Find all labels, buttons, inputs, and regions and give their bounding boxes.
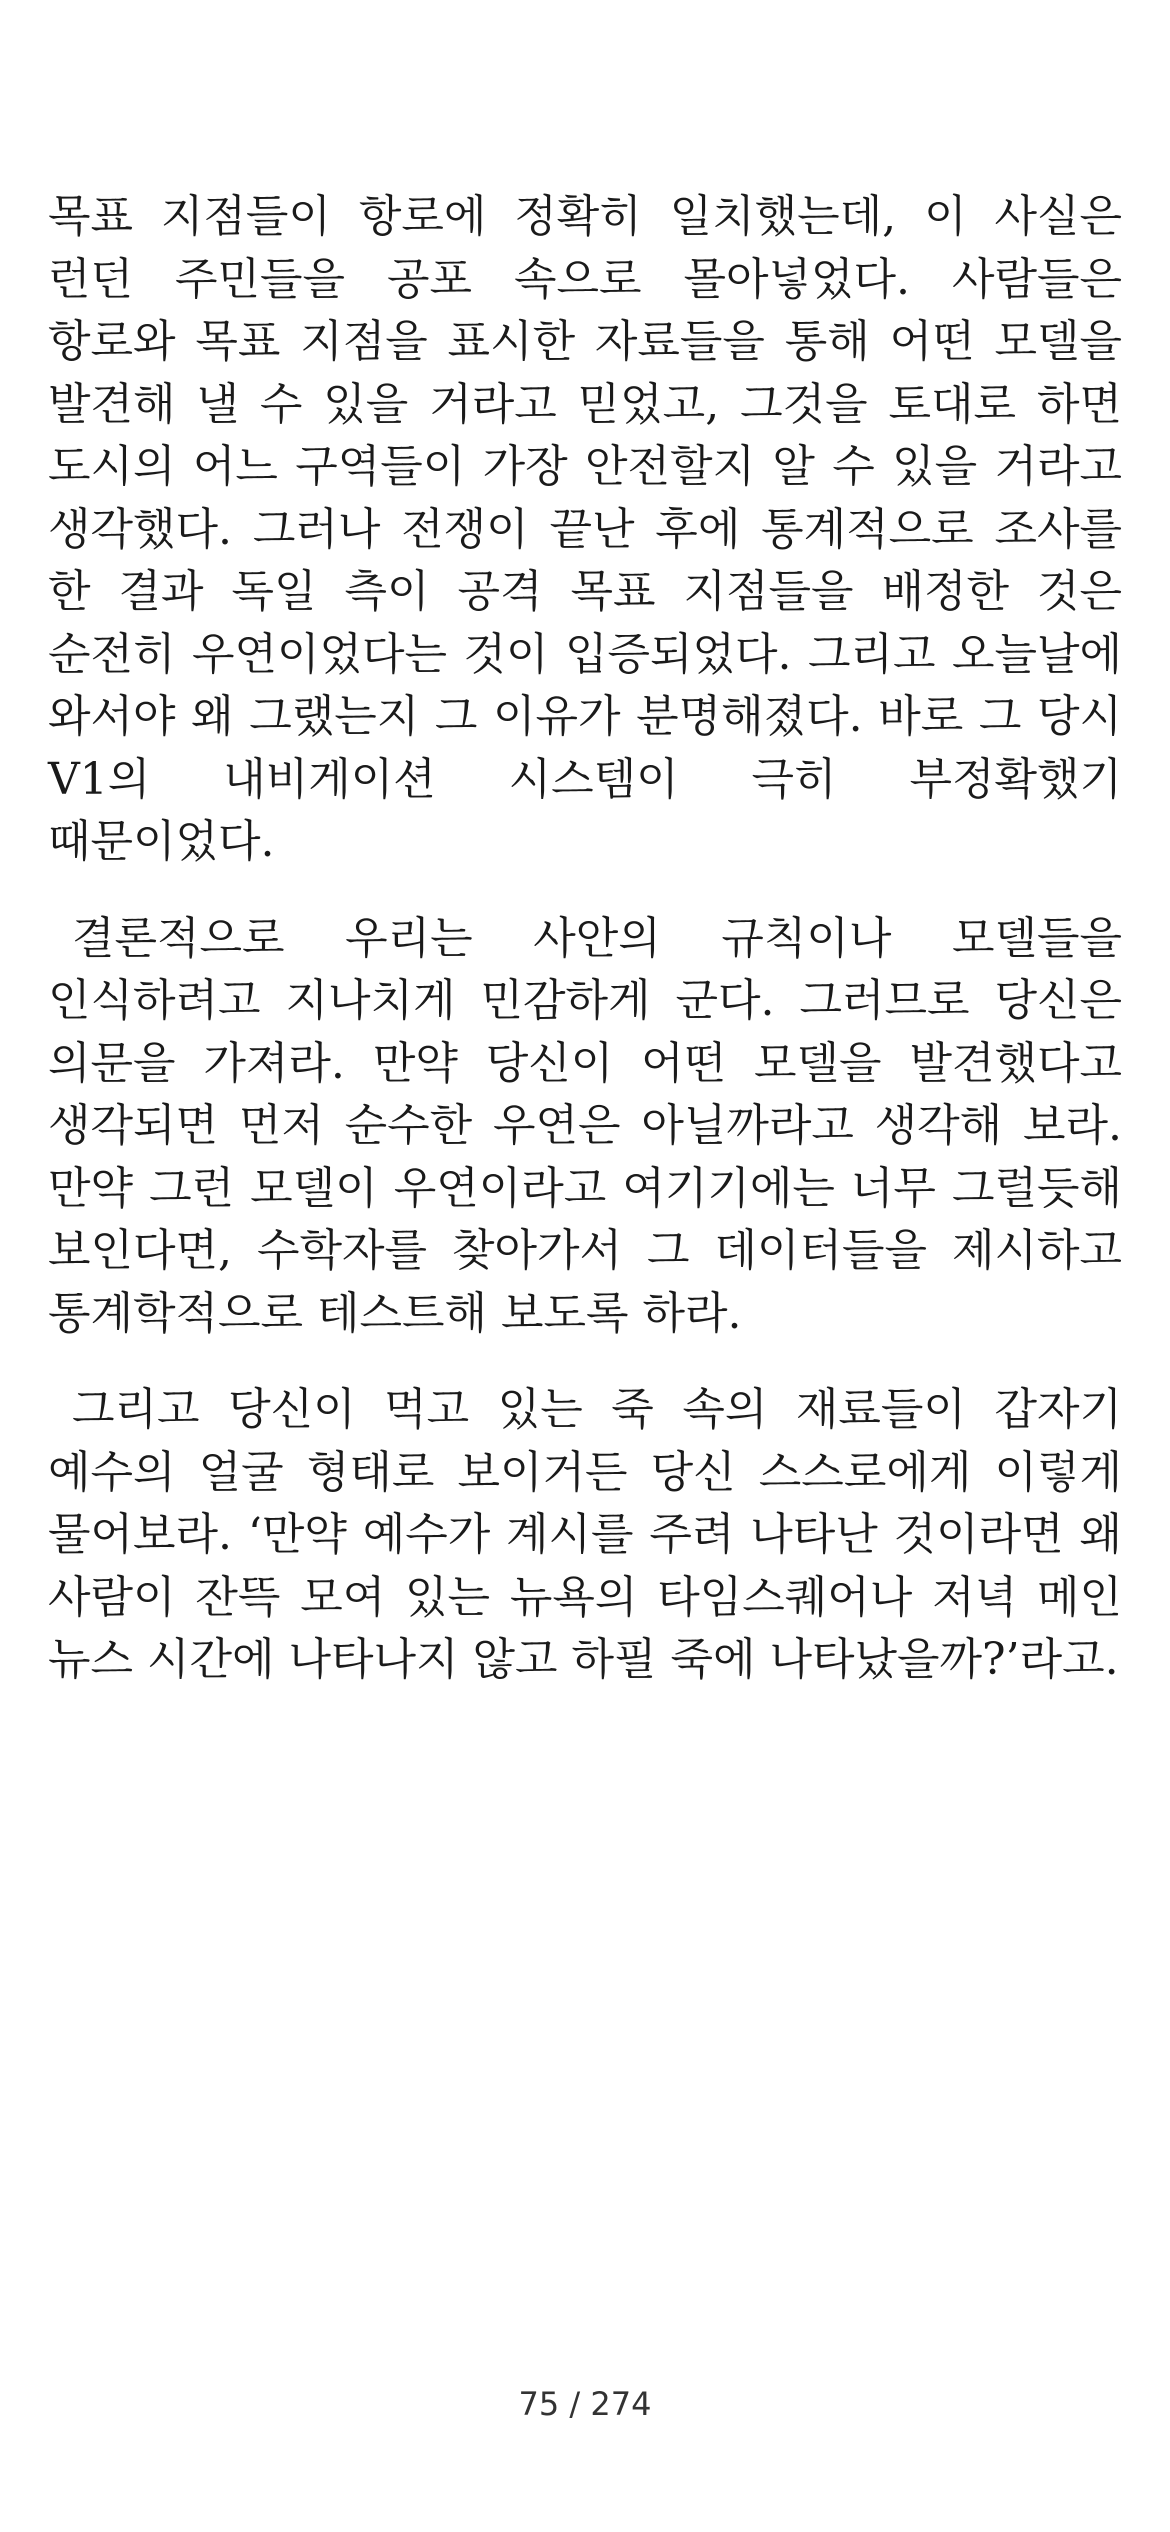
reader-page[interactable] [48, 186, 1122, 1726]
page-number-indicator: 75 / 274 [518, 2385, 652, 2423]
body-paragraph-3: 그리고 당신이 먹고 있는 죽 속의 재료들이 갑자기 예수의 얼굴 형태로 보이거든 당신 스스로에게 이렇게 물어보라. ‘만약 예수가 계시를 주려 나타난 것이라면 왜 사람이 잔뜩 모여 있는 뉴욕의 타임스퀘어나 저녁 메인 뉴스 시간에 나타나지 않고 하필 죽에 나타났을까?’라고. [48, 1384, 1122, 1685]
body-paragraph-1: 목표 지점들이 항로에 정확히 일치했는데, 이 사실은 런던 주민들을 공포 속으로 몰아넣었다. 사람들은 항로와 목표 지점을 표시한 자료들을 통해 어떤 모델을 발견해 낼 수 있을 거라고 믿었고, 그것을 토대로 하면 도시의 어느 구역들이 가장 안전할지 알 수 있을 거라고 생각했다. 그러나 전쟁이 끝난 후에 통계적으로 조사를 한 결과 독일 측이 공격 목표 지점들을 배정한 것은 순전히 우연이었다는 것이 입증되었다. 그리고 오늘날에 와서야 왜 그랬는지 그 이유가 분명해졌다. 바로 그 당시 V1의 내비게이션 시스템이 극히 부정확했기 때문이었다. [48, 191, 1122, 867]
body-paragraph-2: 결론적으로 우리는 사안의 규칙이나 모델들을 인식하려고 지나치게 민감하게 군다. 그러므로 당신은 의문을 가져라. 만약 당신이 어떤 모델을 발견했다고 생각되면 먼저 순수한 우연은 아닐까라고 생각해 보라. 만약 그런 모델이 우연이라고 여기기에는 너무 그럴듯해 보인다면, 수학자를 찾아가서 그 데이터들을 제시하고 통계학적으로 테스트해 보도록 하라. [48, 912, 1122, 1339]
